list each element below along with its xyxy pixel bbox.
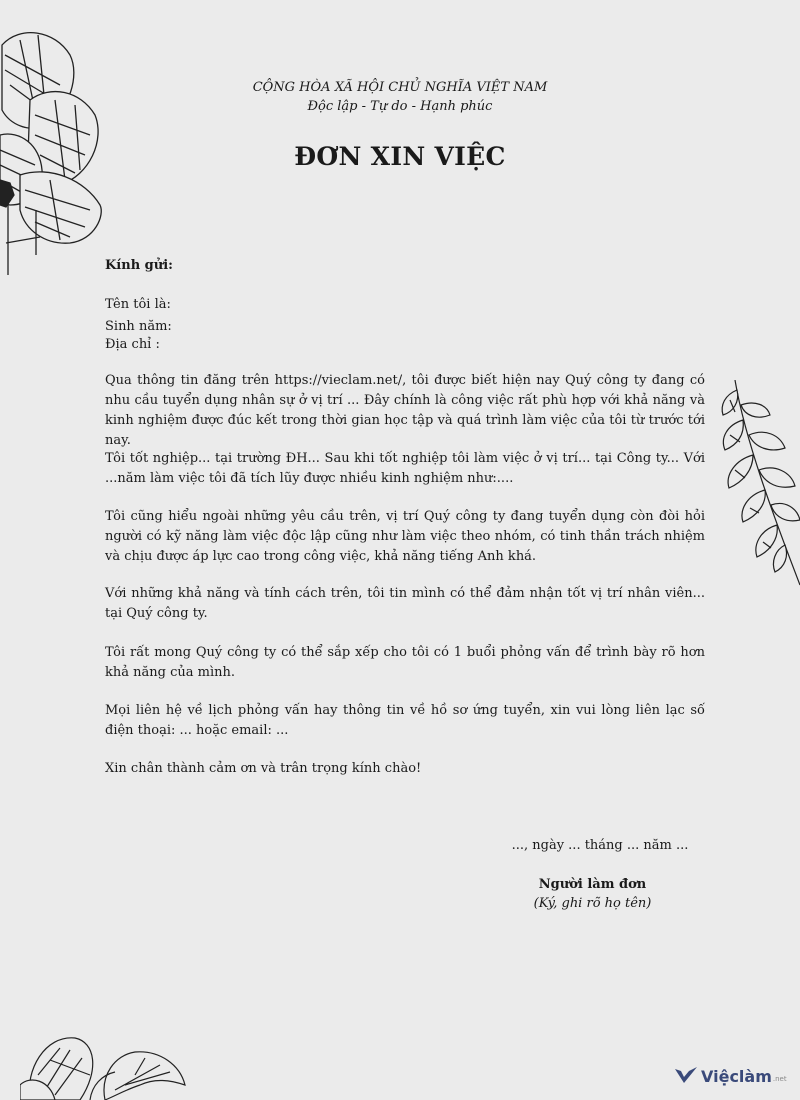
country-heading: CỘNG HÒA XÃ HỘI CHỦ NGHĨA VIỆT NAM bbox=[252, 80, 548, 95]
page-title: ĐƠN XIN VIỆC bbox=[294, 142, 506, 171]
paragraph: Mọi liên hệ về lịch phỏng vấn hay thông tin về hồ sơ ứng tuyển, xin vui lòng liên lạc số điện thoại: ... hoặc email: ... bbox=[105, 703, 705, 738]
plant-leaves-icon bbox=[20, 1030, 190, 1100]
logo-suffix: .net bbox=[772, 1075, 787, 1083]
logo-check-icon bbox=[675, 1067, 697, 1085]
address-field: Địa chỉ : bbox=[105, 337, 160, 352]
paragraph: Với những khả năng và tính cách trên, tôi tin mình có thể đảm nhận tốt vị trí nhân viên... tại Quý công ty. bbox=[105, 586, 705, 621]
motto-heading: Độc lập - Tự do - Hạnh phúc bbox=[307, 99, 493, 114]
paragraph: Qua thông tin đăng trên https://vieclam.net/, tôi được biết hiện nay Quý công ty đang có nhu cầu tuyển dụng nhân sự ở vị trí ... Đây chính là công việc rất phù hợp với khả năng và kinh nghiệm được đúc kết trong thời gian học tập và quá trình làm việc của tôi từ trước tới nay. bbox=[105, 373, 705, 448]
logo-text: Việclàm bbox=[701, 1066, 772, 1086]
paragraph: Tôi tốt nghiệp... tại trường ĐH... Sau khi tốt nghiệp tôi làm việc ở vị trí... tại Công ty... Với ...năm làm việc tôi đã tích lũy được nhiều kinh nghiệm như:.... bbox=[105, 451, 705, 486]
closing-line: Xin chân thành cảm ơn và trân trọng kính chào! bbox=[105, 761, 422, 776]
vieclam-logo bbox=[675, 1064, 787, 1088]
signature-note: (Ký, ghi rõ họ tên) bbox=[533, 896, 652, 911]
name-field: Tên tôi là: bbox=[105, 297, 171, 312]
signature-date: ..., ngày ... tháng ... năm ... bbox=[511, 838, 689, 853]
paragraph: Tôi rất mong Quý công ty có thể sắp xếp cho tôi có 1 buổi phỏng vấn để trình bày rõ hơn khả năng của mình. bbox=[105, 645, 705, 680]
greeting: Kính gửi: bbox=[105, 258, 173, 273]
fern-leaf-icon bbox=[715, 380, 800, 590]
paragraph: Tôi cũng hiểu ngoài những yêu cầu trên, vị trí Quý công ty đang tuyển dụng còn đòi hỏi người có kỹ năng làm việc độc lập cũng như làm việc theo nhóm, có tinh thần trách nhiệm và chịu được áp lực cao trong công việc, khả năng tiếng Anh khá. bbox=[105, 509, 705, 564]
birth-year-field: Sinh năm: bbox=[105, 319, 172, 334]
signature-role: Người làm đơn bbox=[538, 877, 647, 892]
